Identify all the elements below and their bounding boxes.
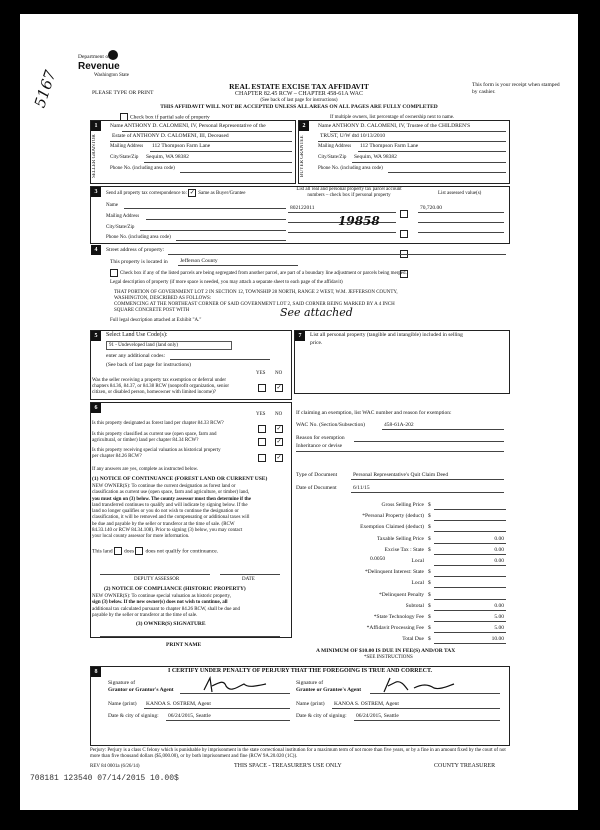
seller-phone-label: Phone No. (including area code): [110, 166, 175, 171]
does-not-checkbox[interactable]: [135, 547, 143, 555]
warning: THIS AFFIDAVIT WILL NOT BE ACCEPTED UNLESS ALL AREAS ON ALL PAGES ARE FULLY COMPLETED: [160, 104, 438, 110]
q1-text: Was the seller receiving a property tax exemption or deferral under chapters 84.36, 84.37, or 84.38 RCW (nonprofit organization, senior citizen, or disabled person, homeowner with limited income)?: [92, 378, 230, 395]
yes-label-1: YES: [256, 371, 266, 376]
type-or-print: PLEASE TYPE OR PRINT: [92, 90, 154, 96]
grantor-date[interactable]: 06/24/2015, Seattle: [168, 713, 211, 719]
grantor-agent-label: Grantor or Grantor's Agent: [108, 687, 174, 693]
calc-label: Exemption Claimed (deduct): [360, 524, 424, 531]
if-yes: If any answers are yes, complete as instructed below.: [92, 467, 199, 472]
full-legal: Full legal description attached at Exhibit "A.": [110, 318, 202, 323]
seller-mailing[interactable]: 112 Thompson Farm Lane: [152, 143, 211, 149]
buyer-label: BUYER GRANTEE: [300, 135, 305, 177]
owner-signature: (3) OWNER(S) SIGNATURE: [136, 621, 206, 627]
see-instructions: *SEE INSTRUCTIONS: [364, 655, 413, 660]
calc-currency: $: [428, 591, 431, 598]
calc-currency: $: [428, 535, 431, 542]
calc-label: Excise Tax : State: [384, 546, 424, 553]
grantee-date-label: Date & city of signing:: [296, 713, 347, 719]
grantor-signature: [200, 674, 270, 696]
agency-line1: Department of: [78, 54, 110, 60]
q-historic: Is this property receiving special valuation as historical property per chapter 84.26 RCW?: [92, 448, 221, 459]
pp-checkbox-1[interactable]: [400, 210, 408, 218]
section-6-badge: 6: [91, 403, 101, 413]
see-attached-handwritten: See attached: [280, 306, 353, 319]
segregated: Check box if any of the listed parcels are being segregated from another parcel, are part of a boundary line adjustment or parcels being merged.: [110, 269, 407, 277]
continuance-text: NEW OWNER(S): To continue the current designation as forest land or classification as current use (open space, farm and agriculture, or timber) land, you must sign on (3) below. The county assessor must then determine if the land transferred continues to qualify and will indicate by signing below. If the land no longer qualifies or you do not wish to continue the designation or classification, it will be removed and the compensating or additional taxes will be due and payable by the seller or transferor at the time of sale. (RCW 84.33.140 or RCW 84.34.108). Prior to signing (3) below, you may contact your local county assessor for more information.: [92, 484, 251, 540]
calc-currency: $: [428, 513, 431, 520]
does-checkbox[interactable]: [114, 547, 122, 555]
section-4-badge: 4: [91, 245, 101, 255]
calc-currency: $: [428, 502, 431, 508]
grantor-sig-label: Signature of: [108, 680, 136, 686]
minimum-due: A MINIMUM OF $10.00 IS DUE IN FEE(S) AND/OR TAX: [316, 648, 456, 654]
calc-label: Local: [411, 558, 424, 564]
buyer-mailing[interactable]: 112 Thompson Farm Lane: [360, 143, 419, 149]
seller-name-line2[interactable]: Estate of ANTHONY D. CALOMENI, III, Deceased: [112, 133, 229, 139]
buyer-city-label: City/State/Zip: [318, 155, 347, 160]
same-as-buyer-checkbox[interactable]: ✓: [189, 190, 195, 196]
calc-label: *Delinquent Penalty: [378, 591, 424, 598]
calc-label: *State Technology Fee: [373, 614, 424, 620]
calc-value[interactable]: 0.00: [494, 558, 504, 564]
calc-currency: $: [428, 546, 431, 553]
calc-currency: $: [428, 569, 431, 576]
wac-number[interactable]: 458-61A-202: [384, 422, 414, 428]
current-use-no-checkbox[interactable]: ✓: [276, 439, 282, 446]
multiple-owners-note: If multiple owners, list percentage of ownership next to name.: [330, 115, 455, 120]
sec3-phone-label: Phone No. (including area code): [106, 235, 171, 240]
land-use-select[interactable]: 91 - Undeveloped land (land only): [106, 341, 232, 350]
personal-property-price: price.: [310, 340, 323, 346]
calc-label: Local: [411, 580, 424, 587]
doc-date[interactable]: 6/11/15: [353, 485, 370, 491]
seller-name-line1[interactable]: ANTHONY D. CALOMENI, IV, Personal Representative of the: [124, 123, 266, 129]
seller-city-label: City/State/Zip: [110, 155, 139, 160]
agency-line3: Washington State: [94, 73, 130, 78]
print-name: PRINT NAME: [166, 642, 202, 648]
section-2-badge: 2: [299, 121, 309, 131]
section-1-badge: 1: [91, 121, 101, 131]
legal-line3: COMMENCING AT THE NORTHEAST CORNER OF SAID GOVERNMENT LOT 2, SAID CORNER BEING MARKED BY A 4 INCH: [114, 302, 395, 307]
q-forest: Is this property designated as forest land per chapter 84.33 RCW?: [92, 421, 224, 426]
section-8-badge: 8: [91, 667, 101, 677]
calc-label: Gross Selling Price: [381, 502, 424, 508]
grantor-date-label: Date & city of signing:: [108, 713, 159, 719]
street-address-label: Street address of property:: [106, 247, 165, 253]
calc-label: Total Due: [402, 636, 424, 643]
grantee-sig-label: Signature of: [296, 680, 324, 686]
sec3-mailing-label: Mailing Address: [106, 214, 140, 219]
grantor-name[interactable]: KANOA S. OSTREM, Agent: [146, 701, 211, 707]
buyer-name-line2[interactable]: TRUST, U/W dtd 10/13/2010: [320, 133, 386, 139]
agency-line2: Revenue: [78, 61, 120, 72]
affidavit-page: [20, 14, 578, 810]
segregated-checkbox[interactable]: [110, 269, 118, 277]
pp-checkbox-2[interactable]: [400, 230, 408, 238]
buyer-city[interactable]: Sequim, WA 98382: [354, 154, 397, 160]
grantee-agent-label: Grantee or Grantee's Agent: [296, 687, 362, 693]
calc-value[interactable]: 0.00: [494, 535, 504, 542]
certify-statement: I CERTIFY UNDER PENALTY OF PERJURY THAT THE FOREGOING IS TRUE AND CORRECT.: [168, 668, 433, 674]
current-use-yes-checkbox[interactable]: [258, 438, 266, 446]
q-current-use: Is this property classified as current use (open space, farm and agricultural, or timber) land per chapter 84.34 RCW?: [92, 432, 217, 443]
county[interactable]: Jefferson County: [180, 258, 218, 264]
forest-no-checkbox[interactable]: ✓: [276, 426, 282, 433]
legal-label: Legal description of property (if more space is needed, you may attach a separate sheet to each page of the affidavit): [110, 280, 343, 285]
no-label-2: NO: [275, 412, 283, 417]
historic-title: (2) NOTICE OF COMPLIANCE (HISTORIC PROPERTY): [104, 586, 246, 592]
deputy-assessor: DEPUTY ASSESSOR: [134, 577, 180, 582]
doc-type[interactable]: Personal Representative's Quit Claim Deed: [353, 472, 449, 478]
buyer-section: [298, 120, 510, 184]
perjury-notice: Perjury: Perjury is a class C felony which is punishable by imprisonment in the state correctional institution for a maximum term of not more than five years, or by a fine in an amount fixed by the court of not more than five thousand dollars ($5,000.00), or by both imprisonment and fine (RCW 9A.20.020 (1C)).: [90, 748, 506, 759]
grantee-name-label: Name (print): [296, 701, 325, 707]
legal-line4: SQUARE CONCRETE POST WITH: [114, 308, 190, 313]
margin-note: 5167: [30, 68, 60, 110]
treasurer-stamp: 708181 123540 07/14/2015 10.00$: [30, 774, 179, 783]
calc-label: *Affidavit Processing Fee: [366, 625, 424, 632]
personal-property-label: List all personal property (tangible and intangible) included in selling: [310, 332, 463, 338]
seller-name-label: Name: [110, 123, 124, 129]
exemption-claim: If claiming an exemption, list WAC number and reason for exemption:: [296, 410, 452, 416]
historic-yes-checkbox[interactable]: [258, 454, 266, 462]
treasurer-space: THIS SPACE - TREASURER'S USE ONLY: [234, 763, 342, 769]
historic-text: NEW OWNER(S): To continue special valuation as historic property, sign (3) below. If the new owner(s) does not wish to continue, all additional tax calculated pursuant to chapter 84.26 RCW, shall be due and payable by the seller or transferor at the time of sale.: [92, 594, 240, 618]
doc-date-label: Date of Document: [296, 485, 337, 491]
grantor-name-label: Name (print): [108, 701, 137, 707]
no-label-1: NO: [275, 371, 283, 376]
land-use-label: Select Land Use Code(s):: [106, 332, 168, 338]
calc-label: Subtotal: [405, 602, 424, 609]
form-chapter: CHAPTER 82.45 RCW – CHAPTER 458-61A WAC: [235, 91, 363, 97]
historic-no-checkbox[interactable]: ✓: [276, 455, 282, 462]
seller-label: SELLER GRANTOR: [92, 134, 97, 178]
calc-currency: $: [428, 625, 431, 632]
local-rate[interactable]: 0.0050: [370, 556, 386, 562]
reason-label: Reason for exemption: [296, 435, 345, 441]
located-label: This property is located in: [110, 259, 168, 265]
q1-yes-checkbox[interactable]: [258, 384, 266, 392]
personal-property-section: [294, 330, 510, 394]
calc-currency: $: [428, 580, 431, 587]
receipt-note: This form is your receipt when stamped by cashier.: [472, 82, 560, 95]
section-5-badge: 5: [91, 331, 101, 341]
send-to: Send all property tax correspondence to: ✓ Same as Buyer/Grantee: [106, 190, 246, 197]
legal-line1: THAT PORTION OF GOVERNMENT LOT 2 IN SECTION 12, TOWNSHIP 28 NORTH, RANGE 2 WEST, W.M. JEFFERSON COUNTY,: [114, 290, 398, 295]
assessor-date: DATE: [242, 577, 255, 582]
form-title: REAL ESTATE EXCISE TAX AFFIDAVIT: [229, 82, 369, 91]
calc-label: *Delinquent Interest: State: [365, 569, 424, 576]
calc-value[interactable]: 0.00: [494, 546, 504, 553]
section-3-badge: 3: [91, 187, 101, 197]
partial-sale: Check box if partial sale of property: [120, 113, 210, 121]
sec3-name-label: Name: [106, 203, 118, 208]
exemption-reason[interactable]: Inheritance or devise: [296, 443, 343, 449]
doc-type-label: Type of Document: [296, 472, 338, 478]
buyer-name-label: Name: [318, 123, 332, 129]
land-qualify: This land does does not qualify for continuance.: [92, 548, 219, 555]
handwritten-number: 19858: [338, 214, 380, 228]
buyer-name-line1[interactable]: ANTHONY D. CALOMENI, IV, Trustee of the CHILDREN'S: [332, 123, 471, 129]
grantee-signature: [378, 674, 458, 696]
sec3-city-label: City/State/Zip: [106, 225, 135, 230]
yes-label-2: YES: [256, 412, 266, 417]
sec5-see-back: (See back of last page for instructions): [106, 362, 191, 368]
q1-no-checkbox[interactable]: ✓: [276, 385, 282, 392]
assessed-header: List assessed value(s): [438, 191, 482, 196]
calc-currency: $: [428, 602, 431, 609]
calc-currency: $: [428, 524, 431, 531]
assessed-value[interactable]: 70,720.00: [420, 205, 442, 211]
legal-line2: WASHINGTON, DESCRIBED AS FOLLOWS:: [114, 296, 212, 301]
grantee-date[interactable]: 06/24/2015, Seattle: [356, 713, 399, 719]
additional-codes-label: enter any additional codes:: [106, 353, 166, 359]
buyer-mailing-label: Mailing Address: [318, 144, 352, 149]
calc-currency: $: [428, 614, 431, 620]
seller-mailing-label: Mailing Address: [110, 144, 144, 149]
calc-label: Taxable Selling Price: [377, 535, 424, 542]
continuance-title: (1) NOTICE OF CONTINUANCE (FOREST LAND OR CURRENT USE): [92, 476, 268, 482]
see-back: (See back of last page for instructions): [260, 98, 338, 103]
parcel-number[interactable]: 802122011: [290, 205, 315, 211]
grantee-name[interactable]: KANOA S. OSTREM, Agent: [334, 701, 399, 707]
seller-section: [90, 120, 296, 184]
parcel-list-header: List all real and personal property tax parcel account numbers – check box if personal property: [296, 187, 402, 198]
buyer-phone-label: Phone No. (including area code): [318, 166, 383, 171]
seller-city[interactable]: Sequim, WA 98382: [146, 154, 189, 160]
form-revision: REV 84 0001a (6/26/14): [90, 764, 140, 769]
wac-label: WAC No. (Section/Subsection): [296, 422, 365, 428]
section-7-badge: 7: [295, 331, 305, 341]
calc-value[interactable]: 0.00: [494, 602, 504, 609]
calc-currency: $: [428, 636, 431, 643]
calc-value[interactable]: 5.00: [494, 614, 504, 620]
calc-value[interactable]: 5.00: [494, 625, 504, 632]
calc-value[interactable]: 10.00: [491, 636, 504, 643]
calc-label: *Personal Property (deduct): [362, 513, 424, 520]
county-treasurer: COUNTY TREASURER: [434, 763, 496, 769]
